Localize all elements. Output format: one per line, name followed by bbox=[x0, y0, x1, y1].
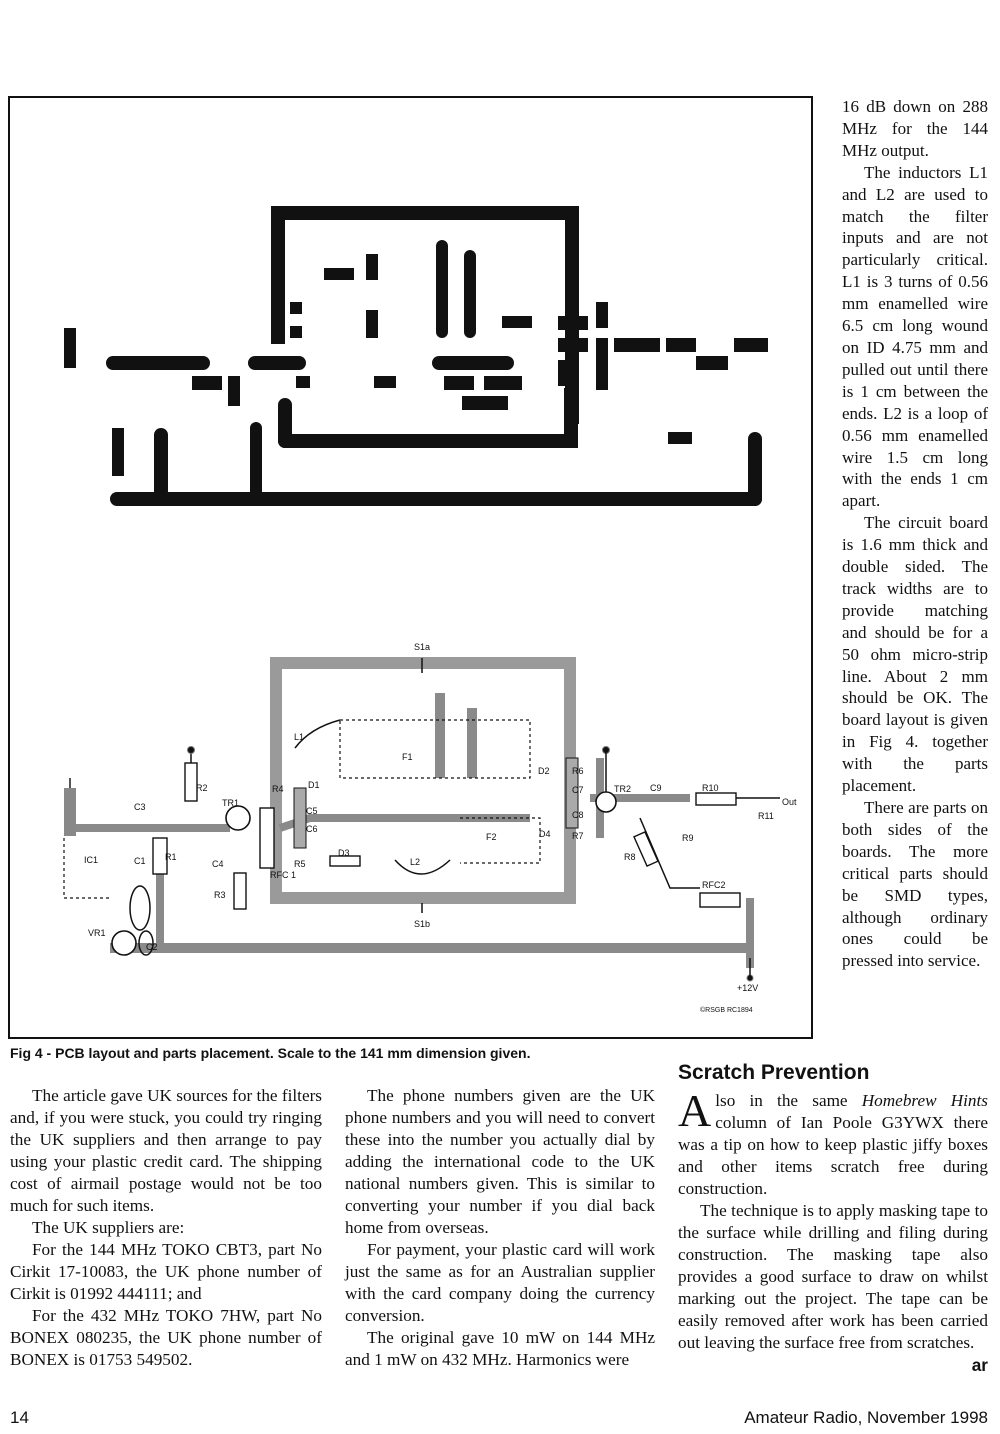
label-f2: F2 bbox=[486, 832, 497, 842]
paragraph: The inductors L1 and L2 are used to match the filter inputs and are not particularly critical. L1 is 3 turns of 0.56 mm enamelled wire 6.5 cm long wound on ID 4.75 mm and pulled out until there is 1 cm between the ends. L2 is a loop of 0.56 mm enamelled wire 1.5 cm long with the ends 1 cm apart. bbox=[842, 162, 988, 511]
label-d4: D4 bbox=[539, 829, 551, 839]
label-c2: C2 bbox=[146, 942, 158, 952]
label-c1: C1 bbox=[134, 856, 146, 866]
label-r7: R7 bbox=[572, 831, 584, 841]
label-tr2: TR2 bbox=[614, 784, 632, 794]
label-r10: R10 bbox=[702, 783, 719, 793]
label-c7: C7 bbox=[572, 785, 584, 795]
paragraph: The circuit board is 1.6 mm thick and double sided. The track widths are to provide matching and should be for a 50 ohm micro-strip line. About 2 mm should be OK. The board layout is given in Fig 4. together with the parts placement. bbox=[842, 513, 988, 796]
parts-placement bbox=[64, 658, 780, 981]
paragraph: There are parts on both sides of the boards. The more critical parts should be SMD types, although ordinary ones could be pressed into service. bbox=[842, 798, 988, 971]
label-l1: L1 bbox=[294, 732, 305, 742]
drop-cap: A bbox=[678, 1085, 712, 1136]
label-rfc2: RFC2 bbox=[702, 880, 726, 890]
paragraph: For payment, your plastic card will work just the same as for an Australian supplier with the card company doing the currency conversion. bbox=[345, 1240, 655, 1325]
label-d2: D2 bbox=[538, 766, 550, 776]
middle-column bbox=[345, 1085, 655, 1371]
label-r9: R9 bbox=[682, 833, 694, 843]
label-r2: R2 bbox=[196, 783, 208, 793]
label-c8: C8 bbox=[572, 810, 584, 820]
scratch-prevention-section bbox=[678, 1060, 988, 1376]
label-c9: C9 bbox=[650, 783, 662, 793]
right-column bbox=[842, 96, 988, 972]
page-number: 14 bbox=[10, 1408, 29, 1427]
label-r5: R5 bbox=[294, 859, 306, 869]
label-copyright: ©RSGB RC1894 bbox=[700, 1007, 753, 1014]
label-c6: C6 bbox=[306, 824, 318, 834]
label-tr1: TR1 bbox=[222, 798, 240, 808]
label-12v: +12V bbox=[737, 983, 759, 993]
paragraph: The phone numbers given are the UK phone numbers and you will need to convert these into the number you actually dial by adding the international code to the UK national numbers given. This is similar to converting your number if you dial back home from overseas. bbox=[345, 1086, 655, 1237]
label-r3: R3 bbox=[214, 890, 226, 900]
label-c4: C4 bbox=[212, 859, 224, 869]
label-c3: C3 bbox=[134, 802, 146, 812]
paragraph: Also in the same Homebrew Hints column of Ian Poole G3YWX there was a tip on how to keep plastic jiffy boxes and other items scratch free during construction. bbox=[678, 1085, 988, 1198]
publication-footer: Amateur Radio, November 1998 bbox=[744, 1408, 988, 1427]
pcb-figure bbox=[8, 96, 813, 1039]
paragraph: For the 144 MHz TOKO CBT3, part No Cirkit 17-10083, the UK phone number of Cirkit is 01992 444111; and bbox=[10, 1240, 322, 1303]
label-d3: D3 bbox=[338, 848, 350, 858]
pcb-drawing bbox=[10, 98, 811, 1037]
section-heading: Scratch Prevention bbox=[678, 1061, 870, 1084]
paragraph: 16 dB down on 288 MHz for the 144 MHz output. bbox=[842, 97, 988, 160]
label-l2: L2 bbox=[410, 857, 421, 867]
label-rfc1: RFC 1 bbox=[270, 870, 297, 880]
label-out: Out bbox=[782, 797, 797, 807]
paragraph: For the 432 MHz TOKO 7HW, part No BONEX 080235, the UK phone number of BONEX is 01753 549502. bbox=[10, 1306, 322, 1369]
label-s1a: S1a bbox=[414, 642, 431, 652]
label-r4: R4 bbox=[272, 784, 284, 794]
label-s1b: S1b bbox=[414, 919, 431, 929]
label-vr1: VR1 bbox=[88, 928, 106, 938]
label-c5: C5 bbox=[306, 806, 318, 816]
end-mark: ar bbox=[971, 1355, 988, 1375]
label-r1: R1 bbox=[165, 852, 177, 862]
paragraph: The original gave 10 mW on 144 MHz and 1 mW on 432 MHz. Harmonics were bbox=[345, 1328, 655, 1369]
label-ic1: IC1 bbox=[84, 855, 99, 865]
label-r6: R6 bbox=[572, 766, 584, 776]
label-r8: R8 bbox=[624, 852, 636, 862]
paragraph: The article gave UK sources for the filters and, if you were stuck, you could try ringing the UK suppliers and then arrange to pay using your plastic credit card. The shipping cost of airmail postage would not be too much for such items. bbox=[10, 1086, 322, 1215]
paragraph: The technique is to apply masking tape to the surface while drilling and filing during construction. The masking tape also provides a good surface to draw on whilst marking out the project. The tape can be easily removed after work has been carried out leaving the surface free from scratches. ar bbox=[678, 1201, 988, 1375]
label-r11: R11 bbox=[758, 811, 774, 821]
label-d1: D1 bbox=[308, 780, 320, 790]
paragraph: The UK suppliers are: bbox=[32, 1218, 185, 1237]
left-column bbox=[10, 1085, 322, 1371]
pcb-track-layout bbox=[64, 206, 768, 506]
figure-caption: Fig 4 - PCB layout and parts placement. Scale to the 141 mm dimension given. bbox=[10, 1045, 531, 1061]
label-f1: F1 bbox=[402, 752, 413, 762]
